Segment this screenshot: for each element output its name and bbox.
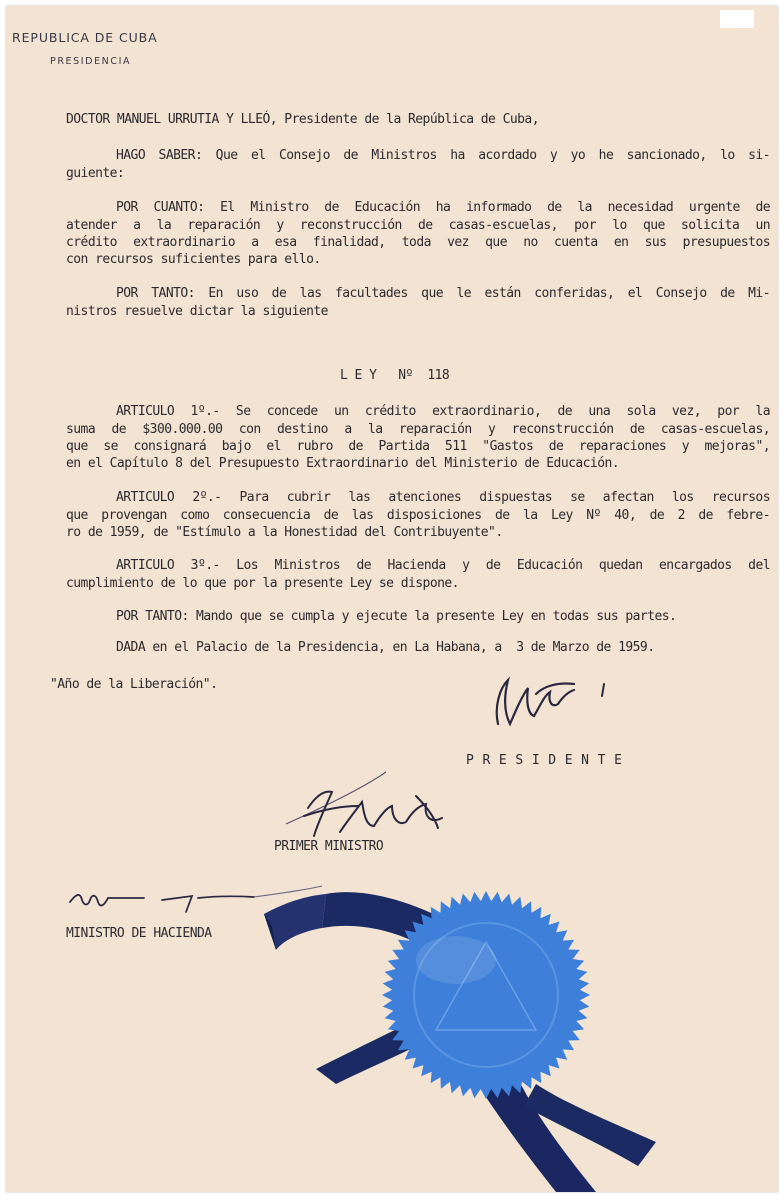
letterhead-country: REPUBLICA DE CUBA: [12, 30, 158, 45]
president-title: P R E S I D E N T E: [466, 753, 623, 768]
hago-saber-line: guiente:: [66, 166, 125, 181]
articulo-3-line: ARTICULO 3º.- Los Ministros de Hacienda y de Educación quedan encargados del: [116, 558, 770, 573]
por-tanto-final: POR TANTO: Mando que se cumpla y ejecute la presente Ley en todas sus partes.: [116, 609, 677, 624]
por-tanto-line: POR TANTO: En uso de las facultades que le están conferidas, el Consejo de Mi-: [116, 286, 770, 301]
year-motto: "Año de la Liberación".: [50, 677, 218, 692]
articulo-1-line: en el Capítulo 8 del Presupuesto Extraordinario del Ministerio de Educación.: [66, 456, 620, 471]
articulo-1-line: que se consignará bajo el rubro de Partida 511 "Gastos de reparaciones y mejoras",: [66, 439, 770, 454]
por-cuanto-line: con recursos suficientes para ello.: [66, 252, 321, 267]
por-cuanto-line: crédito extraordinario a esa finalidad, toda vez que no cuenta en sus presupuestos: [66, 235, 770, 250]
blue-seal: [376, 890, 596, 1100]
por-tanto-line: nistros resuelve dictar la siguiente: [66, 304, 328, 319]
articulo-2-line: ro de 1959, de "Estímulo a la Honestidad del Contribuyente".: [66, 525, 503, 540]
finance-minister-title: MINISTRO DE HACIENDA: [66, 926, 212, 941]
president-signature: [484, 666, 614, 746]
articulo-1-line: ARTICULO 1º.- Se concede un crédito extraordinario, de una sola vez, por la: [116, 404, 770, 419]
articulo-2-line: ARTICULO 2º.- Para cubrir las atenciones dispuestas se afectan los recursos: [116, 490, 770, 505]
preamble: DOCTOR MANUEL URRUTIA Y LLEÓ, Presidente de la República de Cuba,: [66, 112, 539, 127]
articulo-2-line: que provengan como consecuencia de las disposiciones de la Ley Nº 40, de 2 de febre-: [66, 508, 770, 523]
paper-notch: [720, 10, 754, 28]
articulo-1-line: suma de $300.000.00 con destino a la reparación y reconstrucción de casas-escuelas,: [66, 422, 770, 437]
letterhead-office: PRESIDENCIA: [50, 56, 132, 67]
por-cuanto-line: POR CUANTO: El Ministro de Educación ha informado de la necesidad urgente de: [116, 200, 770, 215]
por-cuanto-line: atender a la reparación y reconstrucción de casas-escuelas, por lo que solicita un: [66, 218, 770, 233]
dada-line: DADA en el Palacio de la Presidencia, en La Habana, a 3 de Marzo de 1959.: [116, 640, 655, 655]
law-title: L E Y Nº 118: [340, 368, 450, 383]
hago-saber-line: HAGO SABER: Que el Consejo de Ministros ha acordado y yo he sancionado, lo si-: [116, 148, 770, 163]
articulo-3-line: cumplimiento de lo que por la presente Ley se dispone.: [66, 576, 459, 591]
prime-minister-title: PRIMER MINISTRO: [274, 839, 384, 854]
document-sheet: [6, 6, 778, 1192]
